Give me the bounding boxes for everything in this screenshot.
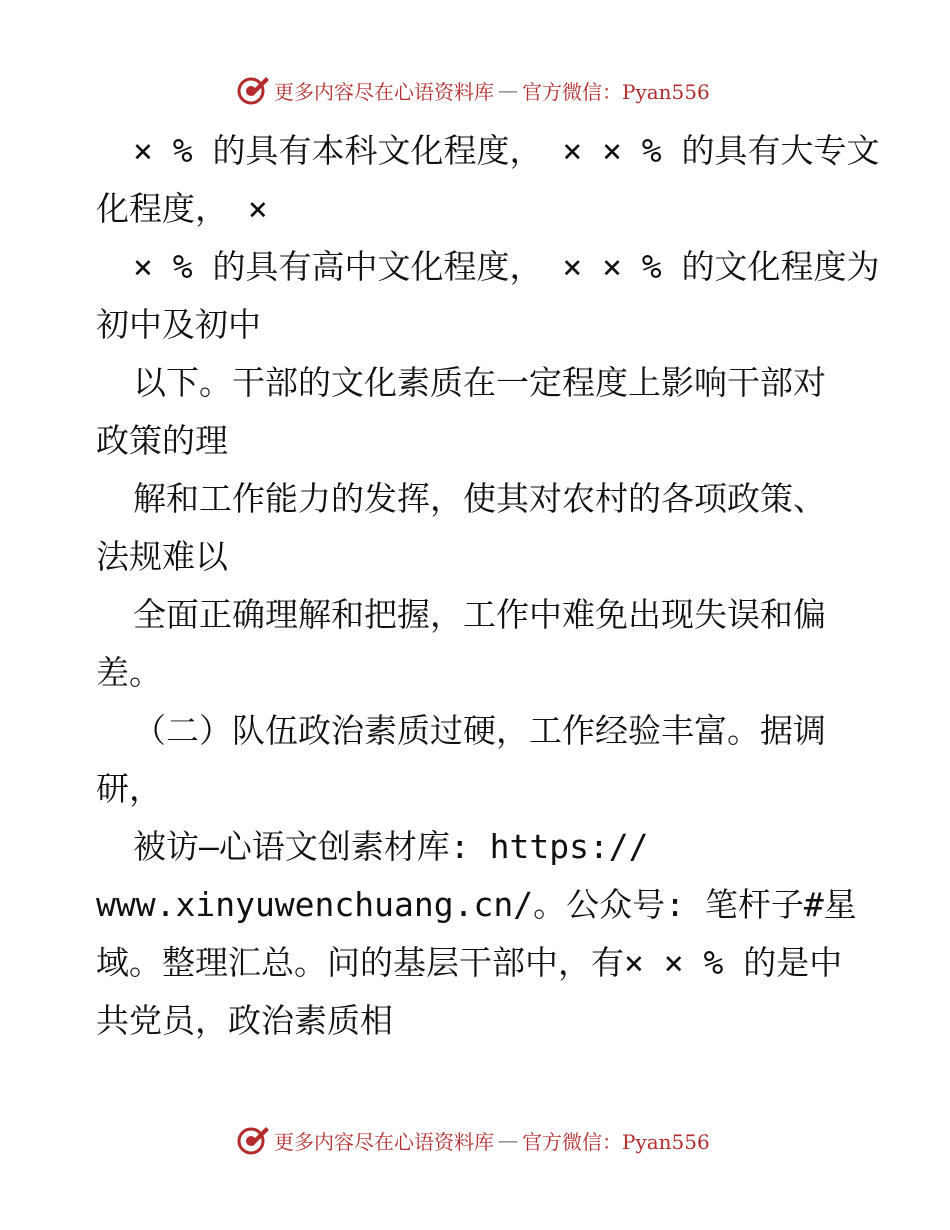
text-line: （二）队伍政治素质过硬，工作经验丰富。据调 — [133, 711, 826, 750]
text-line: 政策的理 — [96, 421, 228, 460]
text-line: × % 的具有本科文化程度， × × % 的具有大专文 — [133, 131, 880, 170]
text-line: 法规难以 — [96, 537, 228, 576]
text-line: 以下。干部的文化素质在一定程度上影响干部对 — [133, 363, 826, 402]
text-line: 被访—心语文创素材库: https:// — [133, 827, 649, 866]
watermark-separator: — — [498, 78, 518, 102]
text-line: 化程度， × — [96, 189, 268, 228]
text-line: 共党员，政治素质相 — [96, 1001, 393, 1040]
watermark-text: 更多内容尽在心语资料库 — [274, 79, 494, 104]
document-body — [96, 122, 880, 1050]
text-line: × % 的具有高中文化程度， × × % 的文化程度为 — [133, 247, 880, 286]
red-pen-logo-icon — [236, 1123, 270, 1157]
text-line: 域。整理汇总。问的基层干部中，有× × % 的是中 — [96, 943, 843, 982]
text-line: 解和工作能力的发挥，使其对农村的各项政策、 — [133, 479, 826, 518]
watermark-wechat: 官方微信：Pyan556 — [522, 79, 710, 104]
watermark-separator: — — [498, 1128, 518, 1152]
red-pen-logo-icon — [236, 73, 270, 107]
watermark-wechat: 官方微信：Pyan556 — [522, 1129, 710, 1154]
text-line: 初中及初中 — [96, 305, 261, 344]
watermark-text: 更多内容尽在心语资料库 — [274, 1129, 494, 1154]
text-line: www.xinyuwenchuang.cn/。公众号: 笔杆子#星 — [96, 885, 857, 924]
text-line: 研， — [96, 769, 162, 808]
text-line: 全面正确理解和把握，工作中难免出现失误和偏 — [133, 595, 826, 634]
header-watermark — [236, 70, 710, 110]
text-line: 差。 — [96, 653, 162, 692]
footer-watermark — [236, 1120, 710, 1160]
